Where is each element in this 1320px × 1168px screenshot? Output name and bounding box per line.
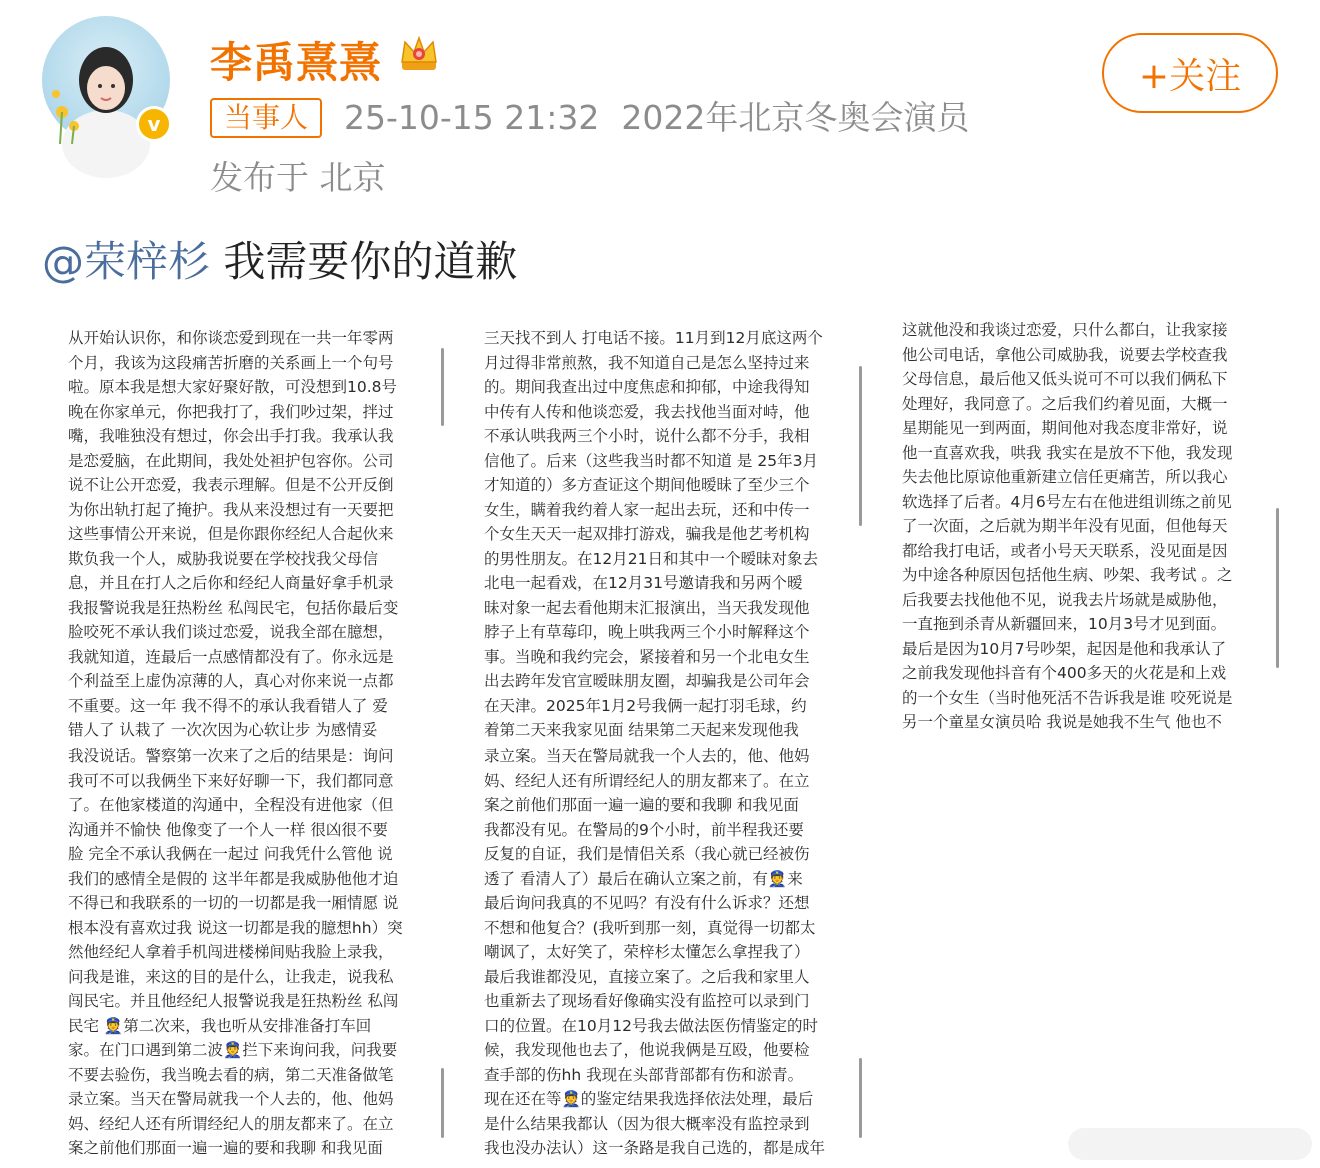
post-header <box>0 0 1320 220</box>
verified-badge-icon: v <box>136 106 172 142</box>
post-content: 我需要你的道歉 <box>210 237 518 286</box>
user-description: 2022年北京冬奥会演员 <box>621 98 970 137</box>
scroll-indicator <box>441 1068 444 1138</box>
avatar[interactable] <box>42 16 170 144</box>
scroll-indicator <box>859 1058 862 1138</box>
image-text-column-2-bottom: 录立案。当天在警局就我一个人去的，他、他妈 妈、经纪人还有所谓经纪人的朋友都来了。在立 案之前他们那面一遍一遍的要和我聊 和我见面 我都没有见。在警局的9个小时，前半程我还要 反复的自证，我们是情侣关系（我心就已经被伤 透了 看清人了）最后在确认立案之前，有👮来 最后询问我真的不见吗？有没有什么诉求？还想 不想和他复合？(我听到那一刻，真觉得一切都太 嘲讽了，太好笑了，荣梓杉太懂怎么拿捏我了） 最后我谁都没见，直接立案了。之后我和家里人 也重新去了现场看好像确实没有监控可以录到门 口的位置。在10月12号我去做法医伤情鉴定的时 候，我发现他也去了，他说我俩是互殴，他要检 查手部的伤hh 我现在头部背部都有伤和淤青。 现在还在等👮的鉴定结果我选择依法处理，最后 是什么结果我都认（因为很大概率没有监控录到 我也没办法认）这一条路是我自己选的，都是成年 <box>484 747 826 1157</box>
post-body <box>42 236 517 288</box>
watermark-overlay <box>1068 1128 1312 1160</box>
post-meta <box>344 98 969 138</box>
follow-button[interactable]: +关注 <box>1102 33 1278 113</box>
mention-link[interactable]: @荣梓杉 <box>42 237 211 286</box>
image-text-column-3: 这就他没和我谈过恋爱，只什么都白，让我家接 他公司电话，拿他公司威胁我，说要去学校查我 父母信息，最后他又低头说可不可以我们俩私下 处理好，我同意了。之后我们约着见面，大概一 星期能见一到两面，期间他对我态度非常好，说 他一直喜欢我，哄我 我实在是放不下他，我发现 失去他比原谅他重新建立信任更痛苦，所以我心 软选择了后者。4月6号左右在他进组训练之前见 了一次面，之后就为期半年没有见面，但他每天 都给我打电话，或者小号天天联系，没见面是因 为中途各种原因包括他生病、吵架、我考试 。之 后我要去找他他不见，说我去片场就是威胁他， 一直拖到杀青从新疆回来，10月3号才见到面。 最后是因为10月7号吵架，起因是他和我承认了 之前我发现他抖音有个400多天的火花是和上戏 的一个女生（当时他死活不告诉我是谁 咬死说是 另一个童星女演员哈 我说是她我不生气 他也不 <box>902 321 1233 731</box>
scroll-indicator <box>441 348 444 426</box>
image-text-column-1-top: 从开始认识你，和你谈恋爱到现在一共一年零两 个月，我该为这段痛苦折磨的关系画上一个句号 啦。原本我是想大家好聚好散，可没想到10.8号 晚在你家单元，你把我打了，我们吵过架，拌过 嘴，我唯独没有想过，你会出手打我。我承认我 是恋爱脑，在此期间，我处处袒护包容你。公司 说不让公开恋爱，我表示理解。但是不公开反倒 为你出轨打起了掩护。我从来没想过有一天要把 这些事情公开来说，但是你跟你经纪人合起伙来 欺负我一个人，威胁我说要在学校找我父母信 息，并且在打人之后你和经纪人商量好拿手机录 我报警说我是狂热粉丝 私闯民宅，包括你最后变 脸咬死不承认我们谈过恋爱，说我全部在臆想， 我就知道，连最后一点感情都没有了。你永远是 个利益至上虚伪凉薄的人，真心对你来说一点都 不重要。这一年 我不得不的承认我看错人了 爱 错人了 认栽了 一次次因为心软让步 为感情妥 <box>68 329 399 739</box>
scroll-indicator <box>859 366 862 526</box>
post-location: 发布于 北京 <box>210 158 386 197</box>
timestamp: 25-10-15 21:32 <box>344 98 600 137</box>
scroll-indicator <box>1276 508 1279 668</box>
post-image[interactable] <box>56 318 1276 1157</box>
status-badge: 当事人 <box>210 98 322 138</box>
image-text-column-1-bottom: 我没说话。警察第一次来了之后的结果是：询问 我可不可以我俩坐下来好好聊一下，我们都同意 了。在他家楼道的沟通中，全程没有进他家（但 沟通并不愉快 他像变了一个人一样 很凶很不要 脸 完全不承认我俩在一起过 问我凭什么管他 说 我们的感情全是假的 这半年都是我威胁他他才迫 不得已和我联系的一切的一切都是我一厢情愿 说 根本没有喜欢过我 说这一切都是我的臆想hh）突 然他经纪人拿着手机闯进楼梯间贴我脸上录我， 问我是谁，来这的目的是什么，让我走，说我私 闯民宅。并且他经纪人报警说我是狂热粉丝 私闯 民宅 👮第二次来，我也听从安排准备打车回 家。在门口遇到第二波👮拦下来询问我，问我要 不要去验伤，我当晚去看的病，第二天准备做笔 录立案。当天在警局就我一个人去的，他、他妈 妈、经纪人还有所谓经纪人的朋友都来了。在立 案之前他们那面一遍一遍的要和我聊 和我见面 <box>68 747 403 1157</box>
crown-icon[interactable] <box>396 30 442 76</box>
image-text-column-2-top: 三天找不到人 打电话不接。11月到12月底这两个 月过得非常煎熬，我不知道自己是怎么坚持过来 的。期间我查出过中度焦虑和抑郁，中途我得知 中传有人传和他谈恋爱，我去找他当面对峙，他 不承认哄我两三个小时，说什么都不分手，我相 信他了。后来（这些我当时都不知道 是 25年3月 才知道的）多方查证这个期间他暧昧了至少三个 女生，瞒着我约着人家一起出去玩，还和中传一 个女生天天一起双排打游戏，骗我是他艺考机构 的男性朋友。在12月21日和其中一个暧昧对象去 北电一起看戏，在12月31号邀请我和另两个暧 昧对象一起去看他期末汇报演出，当天我发现他 脖子上有草莓印，晚上哄我两三个小时解释这个 事。当晚和我约完会，紧接着和另一个北电女生 出去跨年发官宣暧昧朋友圈，却骗我是公司年会 在天津。2025年1月2号我俩一起打羽毛球，约 着第二天来我家见面 结果第二天起来发现他我 <box>484 329 823 739</box>
username[interactable]: 李禹熹熹 <box>210 38 383 87</box>
